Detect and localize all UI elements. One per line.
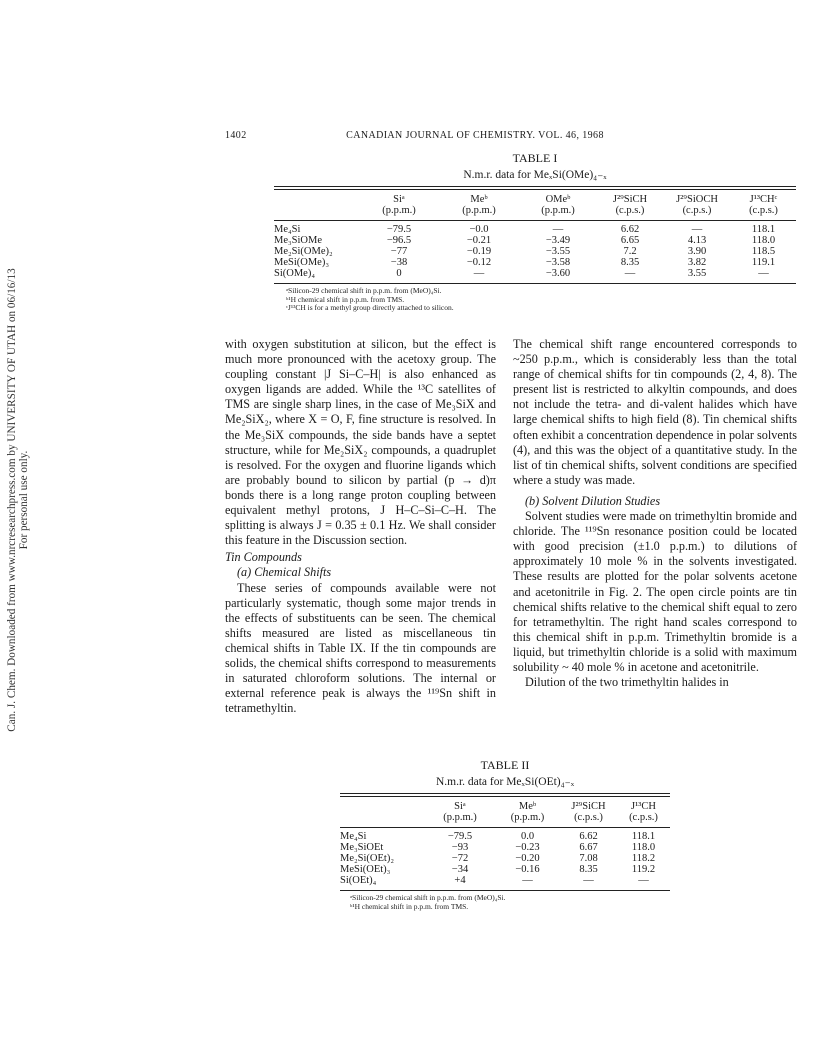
table-1-grid xyxy=(274,194,796,216)
value-cell: 3.55 xyxy=(687,268,707,279)
value-cell: 119.1 xyxy=(751,257,776,268)
table-row xyxy=(340,831,670,842)
column-header: Meᵇ xyxy=(518,801,537,812)
compound-cell: Me₂Si(OEt)₂ xyxy=(340,853,394,864)
value-cell: 0.0 xyxy=(520,831,535,842)
page-number: 1402 xyxy=(225,130,247,141)
table-2-body xyxy=(340,831,670,886)
subsection-heading: (a) Chemical Shifts xyxy=(237,565,332,580)
column-header: Siᵃ xyxy=(454,801,466,812)
value-cell: −0.16 xyxy=(515,864,540,875)
value-cell: — xyxy=(638,875,649,886)
column-header: J²⁹SiOCH xyxy=(676,194,718,205)
value-cell: −34 xyxy=(451,864,469,875)
compound-cell: MeSi(OMe)₃ xyxy=(274,257,329,268)
table-row xyxy=(274,246,796,257)
compound-cell: Me₄Si xyxy=(340,831,367,842)
personal-use-notice: For personal use only. xyxy=(18,450,30,550)
value-cell: 119.2 xyxy=(631,864,656,875)
value-cell: 7.08 xyxy=(579,853,598,864)
value-cell: 6.65 xyxy=(620,235,640,246)
compound-cell: Me₄Si xyxy=(274,224,301,235)
compound-cell: Me₃SiOEt xyxy=(340,842,384,853)
value-cell: −96.5 xyxy=(386,235,412,246)
table-2-title: TABLE II xyxy=(480,758,530,772)
table-1-subtitle: N.m.r. data for MeₓSi(OMe)₄₋ₓ xyxy=(463,169,607,181)
subsection-heading: (b) Solvent Dilution Studies xyxy=(525,493,661,508)
value-cell: 7.2 xyxy=(623,246,637,257)
right-column xyxy=(513,337,797,690)
table-footnote: ᵃSilicon-29 chemical shift in p.p.m. from (MeO)₄Si. xyxy=(350,893,506,902)
value-cell: — xyxy=(552,224,564,235)
column-header: Siᵃ xyxy=(393,194,405,205)
value-cell: −3.60 xyxy=(545,268,571,279)
paragraph: Solvent studies were made on trimethyltin bromide and chloride. The ¹¹⁹Sn resonance position could be located with good precision (±1.0 p.p.m.) to dilutions of approximately 10 mole % in the solvents investigated. These results are plotted for the polar solvents acetone and acetonitrile in Fig. 2. The open circle points are tin chemical shifts relative to the chemical shift equal to zero for tetramethyltin. The right hand scales correspond to this chemical shift in p.p.m. Trimethyltin bromide is a liquid, but trimethyltin chloride is a solid with maximum solubility ~ 40 mole % in acetone and acetonitrile. xyxy=(513,509,797,674)
paragraph: with oxygen substitution at silicon, but the effect is much more pronounced with the acetoxy group. The coupling constant |J Si–C–H| is also enhanced as oxygen ligands are added. While the ¹³C satellites of TMS are single sharp lines, in the case of Me₃SiX and Me₂SiX₂, where X = O, F, fine structure is resolved. In the Me₃SiX compounds, the side bands have a septet structure, while for Me₂SiX₂ compounds, a quadruplet is resolved. For the oxygen and fluorine ligands which are probably bound to silicon by partial (p → d)π bonds there is a long range proton coupling between equivalent methyl protons, J H–C–Si–C–H. The splitting is always J = 0.35 ± 0.1 Hz. We shall consider this feature in the Discussion section. xyxy=(225,337,496,548)
table-row xyxy=(340,875,670,886)
table-1 xyxy=(274,151,796,313)
value-cell: −79.5 xyxy=(386,224,412,235)
table-row xyxy=(340,864,670,875)
value-cell: −77 xyxy=(390,246,408,257)
value-cell: — xyxy=(522,875,533,886)
value-cell: −79.5 xyxy=(447,831,473,842)
column-header: Meᵇ xyxy=(470,194,488,205)
column-header xyxy=(274,194,359,205)
value-cell: 118.5 xyxy=(751,246,776,257)
table-footnote: ᵃSilicon-29 chemical shift in p.p.m. from (MeO)₄Si. xyxy=(286,286,442,295)
column-unit: (p.p.m.) xyxy=(443,812,477,823)
value-cell: 118.2 xyxy=(631,853,656,864)
table-2-grid xyxy=(340,801,670,823)
column-header: OMeᵇ xyxy=(545,194,571,205)
table-footnote: ᵇ¹H chemical shift in p.p.m. from TMS. xyxy=(350,901,469,911)
column-header: J²⁹SiCH xyxy=(612,194,648,205)
table-2-subtitle: N.m.r. data for MeₓSi(OEt)₄₋ₓ xyxy=(435,776,575,788)
column-unit: (c.p.s.) xyxy=(749,205,778,216)
value-cell: 4.13 xyxy=(687,235,707,246)
section-heading: Tin Compounds xyxy=(225,550,302,565)
value-cell: 6.67 xyxy=(579,842,598,853)
table-row xyxy=(340,842,670,853)
value-cell: — xyxy=(583,875,594,886)
value-cell: +4 xyxy=(454,875,466,886)
table-1-title: TABLE I xyxy=(512,151,558,165)
table-row xyxy=(274,257,796,268)
download-notice xyxy=(6,240,36,780)
value-cell: −0.12 xyxy=(466,257,492,268)
table-header-row xyxy=(274,194,796,205)
value-cell: −0.23 xyxy=(515,842,540,853)
value-cell: −0.0 xyxy=(469,224,489,235)
value-cell: — xyxy=(473,268,485,279)
value-cell: −3.49 xyxy=(545,235,571,246)
value-cell: 3.82 xyxy=(687,257,707,268)
value-cell: 3.90 xyxy=(687,246,707,257)
left-column xyxy=(225,337,496,716)
table-1-body xyxy=(274,224,796,279)
table-footnote: ᵇ¹H chemical shift in p.p.m. from TMS. xyxy=(286,294,405,304)
column-header xyxy=(340,801,425,812)
column-unit: (p.p.m.) xyxy=(510,812,545,823)
value-cell: −0.21 xyxy=(466,235,492,246)
value-cell: −38 xyxy=(390,257,408,268)
column-header: J²⁹SiCH xyxy=(571,801,606,812)
column-header: J¹³CH xyxy=(631,801,656,812)
compound-cell: MeSi(OEt)₃ xyxy=(340,864,391,875)
value-cell: −0.19 xyxy=(466,246,492,257)
value-cell: −3.55 xyxy=(545,246,571,257)
compound-cell: Me₃SiOMe xyxy=(274,235,322,246)
value-cell: −93 xyxy=(451,842,469,853)
table-header-row xyxy=(340,801,670,812)
column-unit: (p.p.m.) xyxy=(382,205,416,216)
value-cell: −3.58 xyxy=(545,257,571,268)
column-unit xyxy=(274,205,359,216)
journal-title: CANADIAN JOURNAL OF CHEMISTRY. VOL. 46, 1968 xyxy=(346,130,604,141)
value-cell: 8.35 xyxy=(579,864,598,875)
compound-cell: Si(OEt)₄ xyxy=(340,875,377,886)
value-cell: — xyxy=(691,224,703,235)
table-units-row xyxy=(340,812,670,823)
value-cell: 118.1 xyxy=(631,831,656,842)
paragraph: These series of compounds available were not particularly systematic, though some major trends in the effects of substituents can be seen. The chemical shifts measured are listed as miscellaneous tin chemical shifts in Table IX. If the tin compounds are solids, the chemical shifts correspond to measurements in saturated chloroform solutions. The internal or external reference peak is always the ¹¹⁹Sn shift in tetramethyltin. xyxy=(225,580,496,716)
column-unit xyxy=(340,812,425,823)
value-cell: 118.0 xyxy=(631,842,656,853)
value-cell: 0 xyxy=(396,268,402,279)
value-cell: — xyxy=(758,268,769,279)
value-cell: 118.0 xyxy=(751,235,776,246)
table-row xyxy=(274,224,796,235)
column-unit: (p.p.m.) xyxy=(541,205,575,216)
table-row xyxy=(274,235,796,246)
compound-cell: Si(OMe)₄ xyxy=(274,268,315,279)
value-cell: 6.62 xyxy=(579,831,598,842)
value-cell: −0.20 xyxy=(515,853,540,864)
column-unit: (c.p.s.) xyxy=(682,205,712,216)
compound-cell: Me₂Si(OMe)₂ xyxy=(274,246,333,257)
download-notice-line: Can. J. Chem. Downloaded from www.nrcresearchpress.com by UNIVERSITY OF UTAH on 06/16/13 xyxy=(6,268,18,732)
column-unit: (c.p.s.) xyxy=(615,205,645,216)
table-footnote: ᶜJ¹³CH is for a methyl group directly attached to silicon. xyxy=(286,303,454,312)
table-row xyxy=(274,268,796,279)
table-units-row xyxy=(274,205,796,216)
paragraph: The chemical shift range encountered corresponds to ~250 p.p.m., which is considerably less than the total range of chemical shifts for tin compounds (2, 4, 8). The present list is restricted to alkyltin compounds, and does not include the tetra- and di-valent halides which have large chemical shifts to high field (8). Tin chemical shifts often exhibit a concentration dependence in polar solvents (4), and this was the object of a quantitative study. In the list of tin chemical shifts, solvent conditions are specified where a study was made. xyxy=(513,337,797,487)
table-row xyxy=(340,853,670,864)
value-cell: 8.35 xyxy=(620,257,640,268)
column-unit: (p.p.m.) xyxy=(462,205,496,216)
column-header: J¹³CHᶜ xyxy=(749,194,778,205)
value-cell: — xyxy=(624,268,636,279)
value-cell: 6.62 xyxy=(620,224,640,235)
value-cell: 118.1 xyxy=(751,224,776,235)
paragraph: Dilution of the two trimethyltin halides in xyxy=(525,675,729,690)
table-2 xyxy=(340,758,670,911)
value-cell: −72 xyxy=(451,853,469,864)
column-unit: (c.p.s.) xyxy=(629,812,658,823)
column-unit: (c.p.s.) xyxy=(574,812,603,823)
